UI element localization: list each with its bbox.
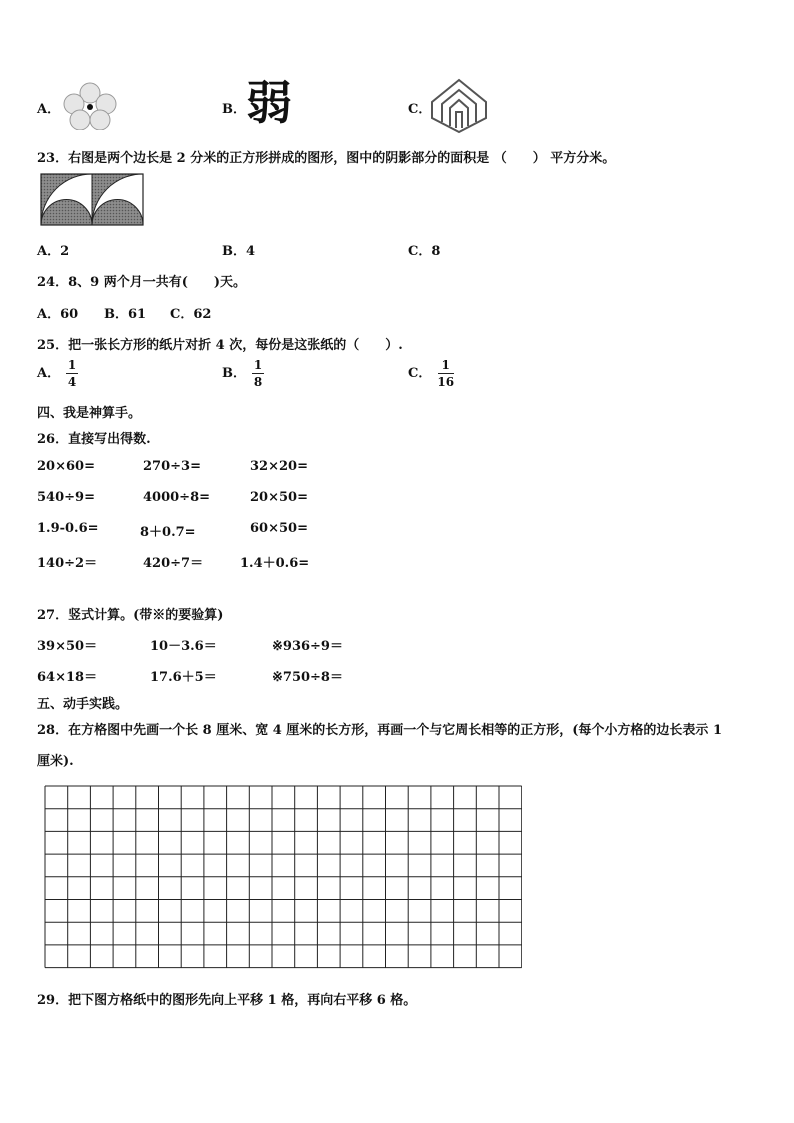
q26-r1c1: 4000÷8=: [143, 490, 211, 505]
q25-option-c-label: C．: [408, 366, 432, 381]
q24-option-c: C．62: [170, 307, 212, 322]
denominator: 4: [67, 375, 77, 389]
q26-r2c1: 8＋0.7=: [140, 525, 196, 540]
q26-r3c1: 420÷7＝: [143, 556, 204, 571]
q26-r0c2: 32×20=: [250, 459, 308, 474]
denominator: 16: [437, 375, 455, 389]
q26-text: 26．直接写出得数.: [37, 432, 151, 447]
q29-text: 29．把下图方格纸中的图形先向上平移 1 格，再向右平移 6 格。: [37, 993, 417, 1008]
fraction: [252, 358, 264, 389]
q22-option-b-label: B．: [222, 102, 246, 117]
q26-r0c1: 270÷3=: [143, 459, 201, 474]
fraction: [66, 358, 78, 389]
section-4-heading: 四、我是神算手。: [37, 406, 142, 421]
q22-option-c-label: C．: [408, 102, 432, 117]
q27-r0c0: 39×50＝: [37, 639, 98, 654]
q25-text: 25．把一张长方形的纸片对折 4 次，每份是这张纸的（ ）.: [37, 338, 403, 353]
q28-text-line2: 厘米).: [37, 754, 74, 769]
section-5-heading: 五、动手实践。: [37, 697, 129, 712]
q23-option-c: C．8: [408, 244, 441, 259]
q23-option-a: A．2: [37, 244, 70, 259]
numerator: 1: [67, 358, 77, 372]
q25-option-b: [222, 358, 264, 389]
q24-option-a: A．60: [37, 307, 79, 322]
q26-r1c0: 540÷9=: [37, 490, 95, 505]
q28-text-line1: 28．在方格图中先画一个长 8 厘米、宽 4 厘米的长方形，再画一个与它周长相等的正方形，(每个小方格的边长表示 1: [37, 723, 723, 738]
numerator: 1: [441, 358, 450, 372]
q23-figure: [40, 173, 144, 227]
q23-text: 23．右图是两个边长是 2 分米的正方形拼成的图形，图中的阴影部分的面积是 （ ） 平方分米。: [37, 151, 616, 166]
q26-r2c2: 60×50=: [250, 521, 308, 536]
numerator: 1: [253, 358, 263, 372]
spiral-figure: [430, 78, 488, 134]
q27-r0c2: ※936÷9＝: [272, 639, 343, 654]
denominator: 8: [253, 375, 263, 389]
q26-r3c0: 140÷2＝: [37, 556, 98, 571]
q24-text: 24．8、9 两个月一共有( )天。: [37, 275, 247, 290]
q25-option-c: [408, 358, 454, 389]
q24-option-b: B．61: [104, 307, 147, 322]
q25-option-a-label: A．: [37, 366, 61, 381]
fraction: [437, 358, 454, 389]
square-grid[interactable]: [44, 785, 522, 969]
q27-r1c1: 17.6＋5＝: [150, 670, 217, 685]
q26-r1c2: 20×50=: [250, 490, 308, 505]
q27-r0c1: 10－3.6＝: [150, 639, 217, 654]
q27-r1c0: 64×18＝: [37, 670, 98, 685]
q26-r3c2: 1.4＋0.6=: [240, 556, 310, 571]
q25-option-a: [37, 358, 78, 389]
q26-r2c0: 1.9-0.6=: [37, 521, 99, 536]
q22-option-a-label: A．: [37, 102, 61, 117]
q27-r1c2: ※750÷8＝: [272, 670, 343, 685]
q27-text: 27．竖式计算。(带※的要验算): [37, 608, 224, 623]
q23-option-b: B．4: [222, 244, 256, 259]
q22-option-b-glyph: 弱: [246, 76, 292, 130]
q26-r0c0: 20×60=: [37, 459, 95, 474]
q25-option-b-label: B．: [222, 366, 246, 381]
flower-figure: [62, 82, 118, 130]
